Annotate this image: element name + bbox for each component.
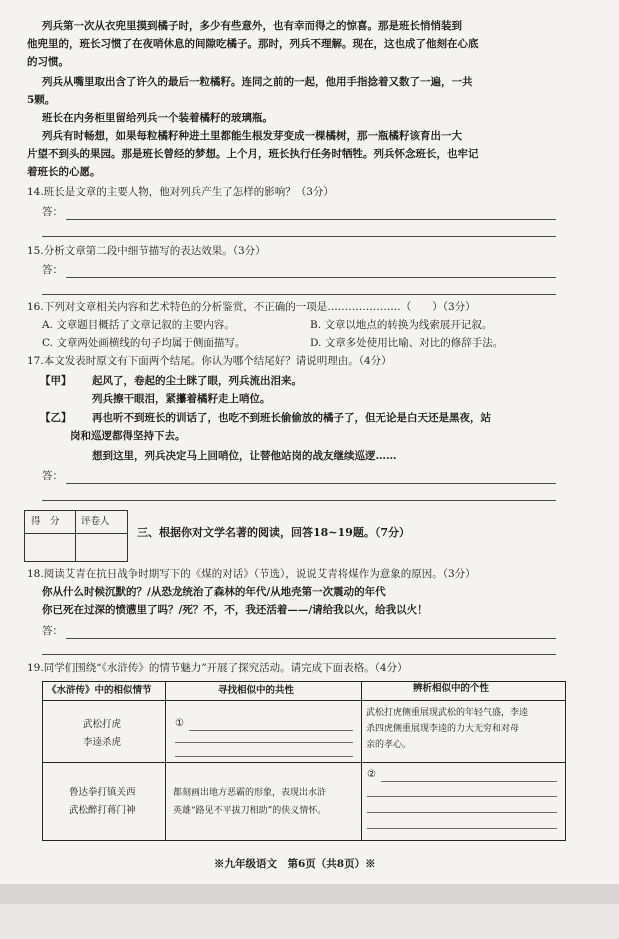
table-cell: 武松打虎 xyxy=(83,719,122,730)
ending-yi-line: 想到这里，列兵决定马上回哨位，让替他站岗的战友继续巡逻…… xyxy=(92,450,397,462)
table-divider xyxy=(361,682,362,840)
answer-line[interactable] xyxy=(66,219,556,220)
ending-jia-line: 起风了，卷起的尘土眯了眼，列兵流出泪来。 xyxy=(92,375,302,387)
ending-yi-label: 【乙】 xyxy=(40,412,72,424)
passage-line: 着班长的心愿。 xyxy=(27,166,101,178)
table-divider xyxy=(165,682,166,840)
ending-jia-label: 【甲】 xyxy=(40,375,72,387)
ending-jia-line: 列兵擦干眼泪，紧攥着橘籽走上哨位。 xyxy=(92,393,271,405)
option-c: C. 文章两处画横线的句子均属于侧面描写。 xyxy=(42,337,246,349)
question-14: 14.班长是文章的主要人物，他对列兵产生了怎样的影响？（3分） xyxy=(27,186,334,198)
answer-line[interactable] xyxy=(66,277,556,278)
answer-label: 答： xyxy=(42,264,63,276)
table-header: 寻找相似中的共性 xyxy=(218,685,295,696)
question-19: 19.同学们围绕“《水浒传》的情节魅力”开展了探究活动。请完成下面表格。（4分） xyxy=(27,662,408,674)
table-divider xyxy=(43,700,565,701)
score-box xyxy=(24,510,128,562)
answer-line[interactable] xyxy=(42,294,556,295)
option-b: B. 文章以地点的转换为线索展开记叙。 xyxy=(310,319,493,331)
passage-line: 列兵从嘴里取出含了许久的最后一粒橘籽。连同之前的一起，他用手指捻着又数了一遍，一共 xyxy=(42,76,473,88)
answer-label: 答： xyxy=(42,470,63,482)
answer-line[interactable] xyxy=(66,483,556,484)
table-cell: 亲的孝心。 xyxy=(366,740,412,750)
passage-line: 他兜里的，班长习惯了在夜哨休息的间隙吃橘子。那时，列兵不理解。现在，这也成了他刻在心底 xyxy=(27,38,479,50)
background-surface xyxy=(0,904,619,939)
option-a: A. 文章题目概括了文章记叙的主要内容。 xyxy=(42,319,235,331)
table-divider xyxy=(43,762,565,763)
ending-yi-line: 再也听不到班长的训话了，也吃不到班长偷偷放的橘子了，但无论是白天还是黑夜，站 xyxy=(92,412,491,424)
plot-comparison-table xyxy=(42,681,566,841)
answer-line[interactable] xyxy=(42,500,556,501)
table-cell: 武松醉打蒋门神 xyxy=(69,805,136,816)
passage-line: 班长在内务柜里留给列兵一个装着橘籽的玻璃瓶。 xyxy=(42,112,273,124)
score-box-divider xyxy=(25,533,127,534)
score-box-score: 得 分 xyxy=(31,516,60,527)
question-17: 17.本文发表时原文有下面两个结尾。你认为哪个结尾好？请说明理由。（4分） xyxy=(27,355,392,367)
table-header: 《水浒传》中的相似情节 xyxy=(47,685,152,696)
table-cell: 都刻画出地方恶霸的形象，表现出水浒 xyxy=(173,788,327,798)
poem-line: 你从什么时候沉默的？/从恐龙统治了森林的年代/从地壳第一次震动的年代 xyxy=(42,586,386,598)
page-footer: ※九年级语文 第6页（共8页）※ xyxy=(214,858,376,870)
passage-line: 的习惯。 xyxy=(27,56,69,68)
fill-line[interactable] xyxy=(381,781,557,782)
passage-line: 片望不到头的果园。那是班长曾经的梦想。上个月，班长执行任务时牺牲。列兵怀念班长，也牢记 xyxy=(27,148,479,160)
fill-line[interactable] xyxy=(175,756,353,757)
score-box-grader: 评卷人 xyxy=(81,516,110,527)
fill-line[interactable] xyxy=(189,730,353,731)
section-3-title: 三、根据你对文学名著的阅读，回答18~19题。（7分） xyxy=(137,526,410,539)
fill-line[interactable] xyxy=(175,742,353,743)
table-cell: 英雄“路见不平拔刀相助”的侠义情怀。 xyxy=(173,806,327,816)
blank-marker-2: ② xyxy=(367,769,376,780)
answer-line[interactable] xyxy=(66,638,556,639)
fill-line[interactable] xyxy=(367,796,557,797)
score-box-divider xyxy=(75,511,76,561)
passage-line: 5颗。 xyxy=(27,94,56,106)
table-cell: 李逵杀虎 xyxy=(83,737,122,748)
ending-yi-line: 岗和巡逻都得坚持下去。 xyxy=(70,430,186,442)
poem-line: 你已死在过深的愤懑里了吗？/死？不，不，我还活着——/请给我以火，给我以火！ xyxy=(42,604,428,616)
answer-label: 答： xyxy=(42,206,63,218)
table-header: 辨析相似中的个性 xyxy=(413,683,490,694)
fill-line[interactable] xyxy=(367,828,557,829)
table-cell: 武松打虎侧重展现武松的年轻气盛，李逵 xyxy=(366,708,529,718)
passage-line: 列兵第一次从衣兜里摸到橘子时，多少有些意外，也有幸而得之的惊喜。那是班长悄悄装到 xyxy=(42,20,462,32)
question-18: 18.阅读艾青在抗日战争时期写下的《煤的对话》（节选），说说艾青将煤作为意象的原因。（3分） xyxy=(27,568,476,580)
paper-edge-shadow xyxy=(0,884,619,904)
question-15: 15.分析文章第二段中细节描写的表达效果。（3分） xyxy=(27,245,266,257)
answer-line[interactable] xyxy=(42,236,556,237)
answer-label: 答： xyxy=(42,625,63,637)
question-16: 16.下列对文章相关内容和艺术特色的分析鉴赏，不正确的一项是…………………（ ）（3分） xyxy=(27,301,476,313)
blank-marker-1: ① xyxy=(175,718,184,729)
table-cell: 杀四虎侧重展现李逵的力大无穷和对母 xyxy=(366,724,520,734)
answer-line[interactable] xyxy=(42,654,556,655)
passage-line: 列兵有时畅想，如果每粒橘籽种进土里都能生根发芽变成一棵橘树，那一瓶橘籽该育出一大 xyxy=(42,130,462,142)
table-cell: 鲁达拳打镇关西 xyxy=(69,787,136,798)
fill-line[interactable] xyxy=(367,812,557,813)
option-d: D. 文章多处使用比喻、对比的修辞手法。 xyxy=(310,337,504,349)
